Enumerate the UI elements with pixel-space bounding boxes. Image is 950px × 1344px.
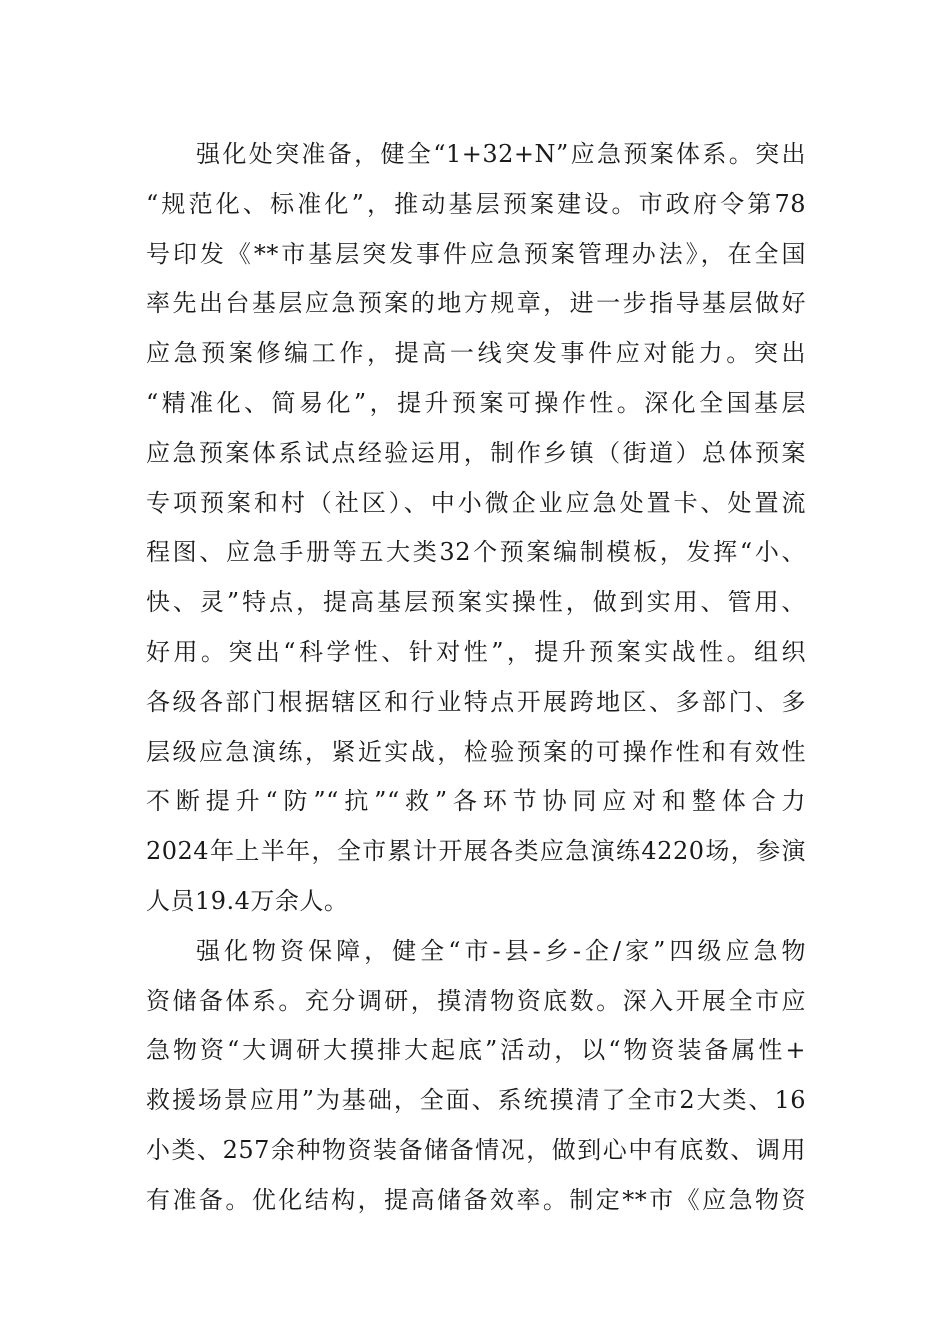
text-line: 专项预案和村（社区）、中小微企业应急处置卡、处置流 (146, 488, 806, 517)
text-line: 强化处突准备，健全“1+32+N”应急预案体系。突出 (196, 140, 806, 168)
text-line: 救援场景应用”为基础，全面、系统摸清了全市2大类、16 (146, 1086, 806, 1115)
text-line: 层级应急演练，紧近实战，检验预案的可操作性和有效性 (146, 737, 806, 766)
text-line: 程图、应急手册等五大类32个预案编制模板，发挥“小、 (146, 538, 806, 567)
text-line: 2024年上半年，全市累计开展各类应急演练4220场，参演 (146, 837, 806, 866)
text-line: 强化物资保障，健全“市-县-乡-企/家”四级应急物 (196, 936, 806, 965)
text-line: 资储备体系。充分调研，摸清物资底数。深入开展全市应 (146, 986, 806, 1015)
text-line: 急物资“大调研大摸排大起底”活动，以“物资装备属性+ (146, 1036, 806, 1065)
text-line: 率先出台基层应急预案的地方规章，进一步指导基层做好 (146, 289, 806, 318)
text-line: 有准备。优化结构，提高储备效率。制定**市《应急物资 (146, 1185, 806, 1214)
text-line: 各级各部门根据辖区和行业特点开展跨地区、多部门、多 (146, 687, 806, 716)
text-line: “规范化、标准化”，推动基层预案建设。市政府令第78 (146, 189, 806, 218)
text-line: 好用。突出“科学性、针对性”，提升预案实战性。组织 (146, 637, 806, 666)
text-line: “精准化、简易化”，提升预案可操作性。深化全国基层 (146, 388, 806, 417)
text-line: 应急预案体系试点经验运用，制作乡镇（街道）总体预案 (146, 438, 806, 467)
text-line: 不断提升“防”“抗”“救”各环节协同应对和整体合力 (146, 787, 806, 816)
text-line: 快、灵”特点，提高基层预案实操性，做到实用、管用、 (146, 588, 806, 617)
text-line: 应急预案修编工作，提高一线突发事件应对能力。突出 (146, 339, 806, 368)
text-line: 号印发《**市基层突发事件应急预案管理办法》，在全国 (146, 239, 806, 268)
text-line: 人员19.4万余人。 (146, 886, 349, 915)
document-body (146, 130, 806, 1226)
text-line: 小类、257余种物资装备储备情况，做到心中有底数、调用 (146, 1135, 806, 1164)
paragraph-1 (146, 130, 806, 927)
paragraph-2 (146, 927, 806, 1226)
